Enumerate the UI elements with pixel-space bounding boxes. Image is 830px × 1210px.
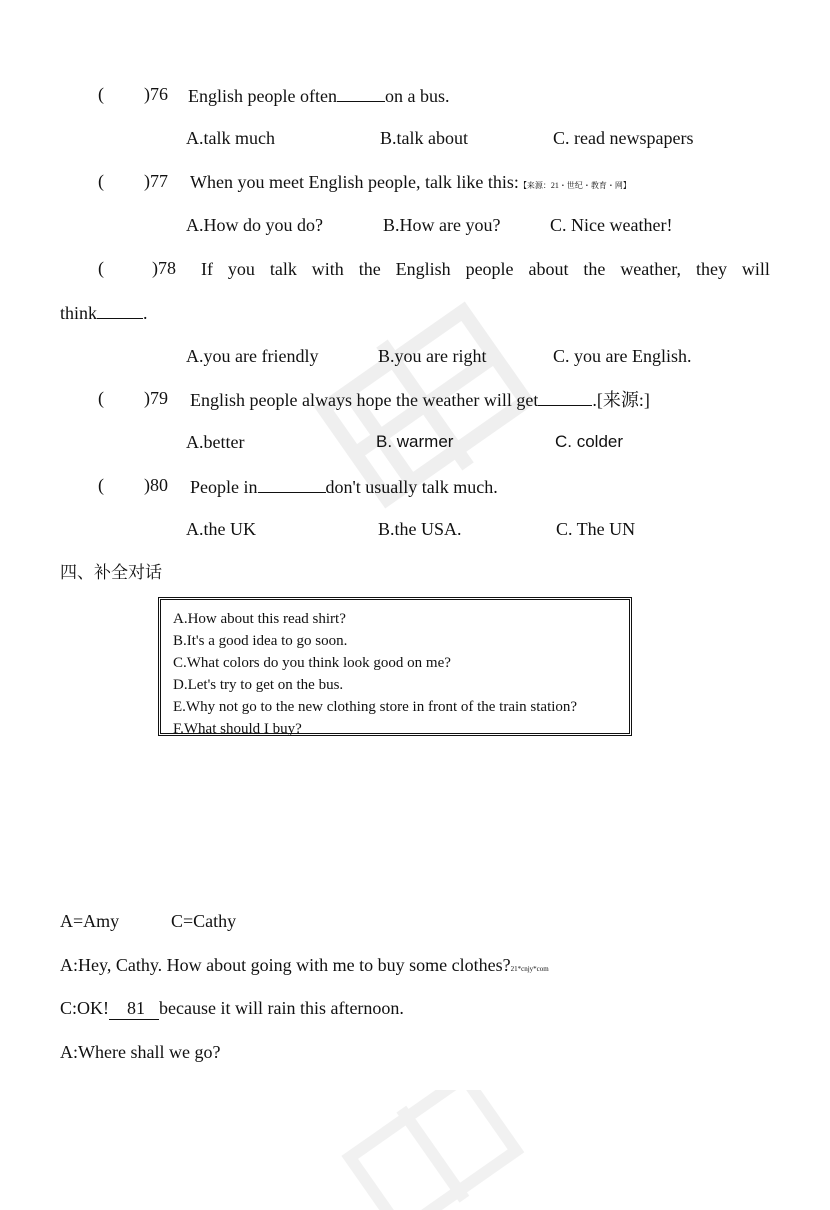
question-number: )80: [144, 475, 168, 495]
option-b: B. warmer: [376, 432, 454, 451]
question-number: )76: [144, 84, 168, 104]
answer-blank-81: 81: [109, 997, 159, 1020]
answer-paren-open: (: [98, 258, 104, 278]
answer-blank: [538, 388, 592, 406]
answer-paren-open: (: [98, 388, 104, 408]
section-title: 四、补全对话: [60, 563, 162, 583]
option-a: A.the UK: [186, 519, 256, 539]
box-option-a: A.How about this read shirt?: [173, 611, 346, 627]
option-a: A.better: [186, 432, 245, 452]
answer-blank: [258, 475, 326, 493]
box-option-b: B.It's a good idea to go soon.: [173, 633, 348, 649]
dialogue-line-2: C:OK! 81 because it will rain this afternoon.: [60, 998, 404, 1018]
option-a: A.How do you do?: [186, 215, 323, 235]
question-stem: English people always hope the weather will get .[来源:]: [190, 390, 650, 410]
question-stem-continued: think .: [60, 303, 148, 323]
option-c: C. read newspapers: [553, 128, 694, 148]
option-b: B.the USA.: [378, 519, 462, 539]
box-option-c: C.What colors do you think look good on me?: [173, 655, 451, 671]
answer-blank: [97, 301, 143, 319]
source-note: 【来源：21・世纪・教育・网】: [518, 181, 631, 190]
question-number: )79: [144, 388, 168, 408]
source-note: 21*cnjy*com: [510, 965, 549, 973]
option-a: A.you are friendly: [186, 346, 319, 366]
option-c: C. you are English.: [553, 346, 692, 366]
watermark-seal-icon: [330, 1090, 530, 1210]
question-stem: People in don't usually talk much.: [190, 477, 498, 497]
role-amy: A=Amy: [60, 911, 120, 931]
box-option-d: D.Let's try to get on the bus.: [173, 677, 344, 693]
dialogue-line-1: A:Hey, Cathy. How about going with me to buy some clothes?21*cnjy*com: [60, 955, 549, 975]
options-box: [158, 597, 632, 736]
answer-paren-open: (: [98, 475, 104, 495]
box-option-e: E.Why not go to the new clothing store in front of the train station?: [173, 699, 578, 715]
answer-blank: [337, 84, 385, 102]
question-stem: English people often on a bus.: [188, 86, 450, 106]
question-number: )77: [144, 171, 168, 191]
option-b: B.How are you?: [383, 215, 501, 235]
question-number: )78: [152, 258, 176, 278]
option-b: B.talk about: [380, 128, 468, 148]
role-cathy: C=Cathy: [171, 911, 237, 931]
option-c: C. Nice weather!: [550, 215, 673, 235]
option-b: B.you are right: [378, 346, 487, 366]
answer-paren-open: (: [98, 171, 104, 191]
answer-paren-open: (: [98, 84, 104, 104]
question-stem: If you talk with the English people about the weather, they will: [201, 259, 770, 279]
dialogue-line-3: A:Where shall we go?: [60, 1042, 221, 1062]
option-c: C. colder: [555, 432, 624, 451]
option-c: C. The UN: [556, 519, 636, 539]
option-a: A.talk much: [186, 128, 275, 148]
question-stem: When you meet English people, talk like this:【来源：21・世纪・教育・网】: [190, 172, 631, 192]
box-option-f: F.What should I buy?: [173, 721, 302, 737]
